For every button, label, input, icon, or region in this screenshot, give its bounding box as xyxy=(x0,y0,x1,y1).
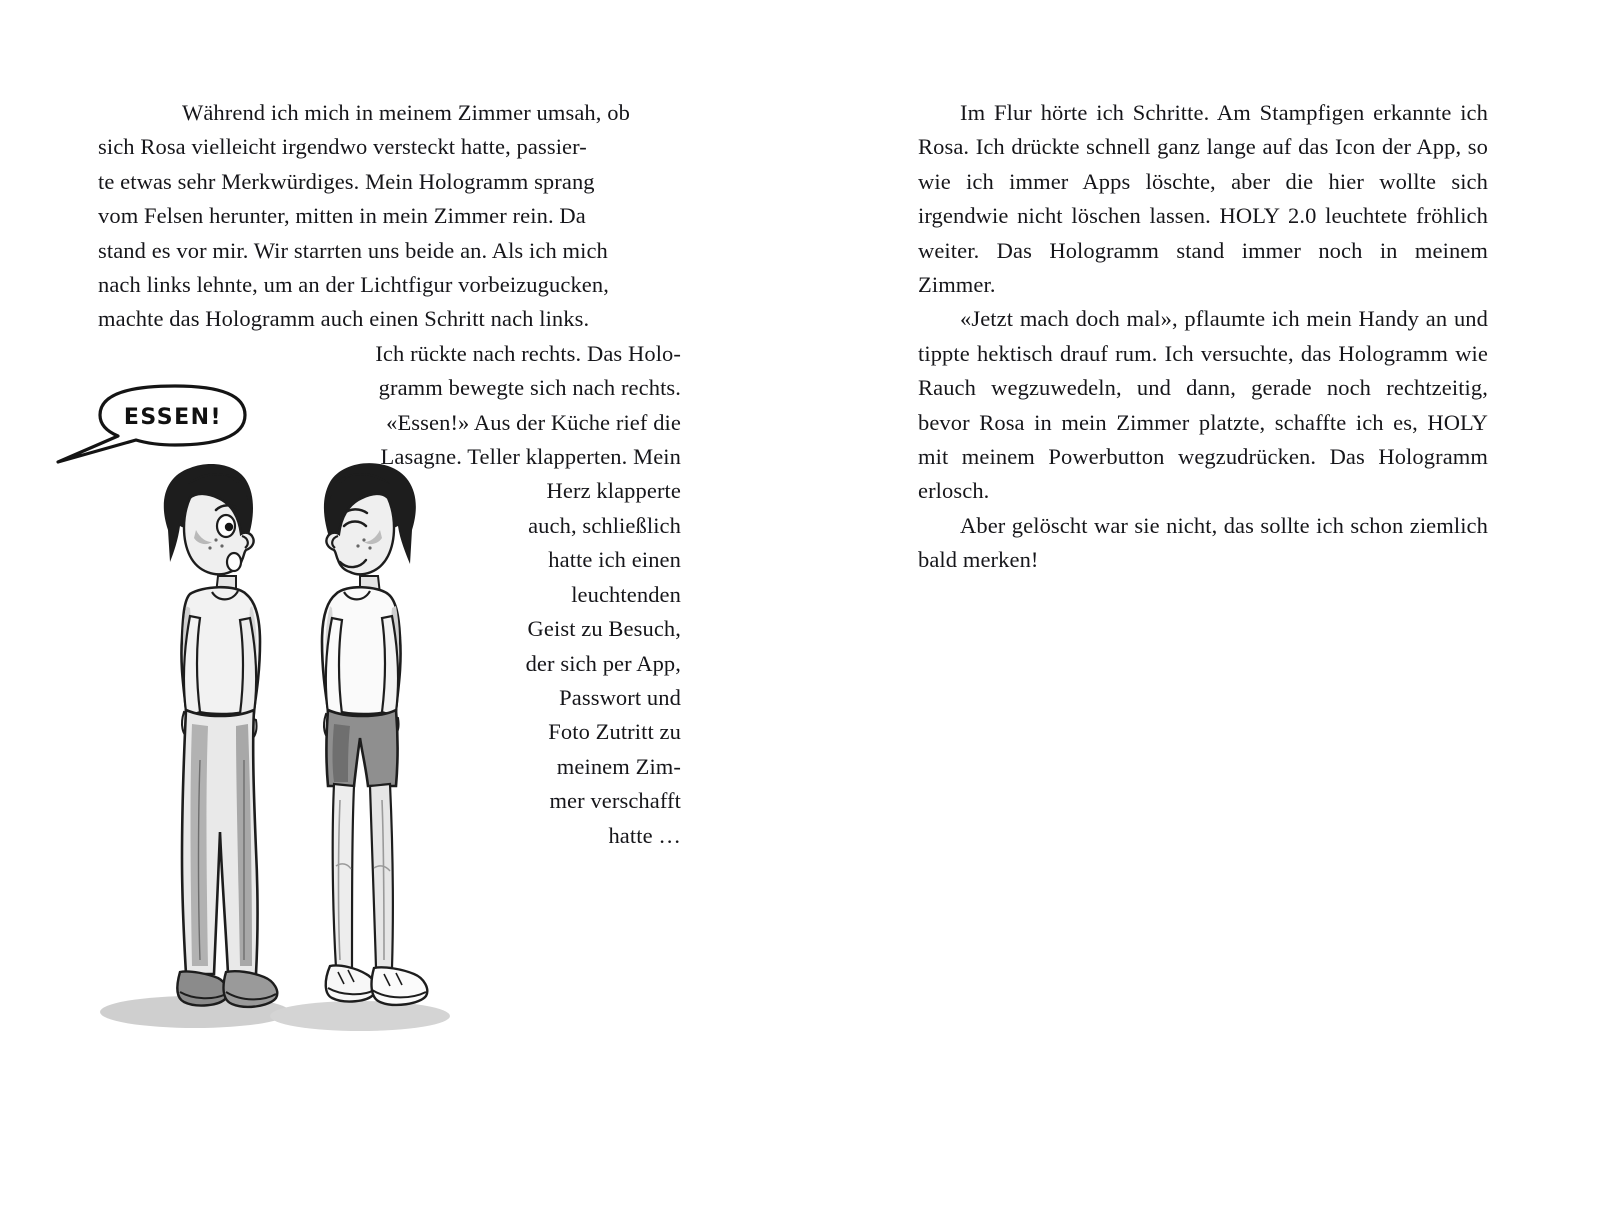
shoe-right-figure-b xyxy=(372,967,428,1005)
text-line: stand es vor mir. Wir starrten uns beide an. Als ich mich xyxy=(98,237,608,263)
text-line: te etwas sehr Merkwürdiges. Mein Hologramm sprang xyxy=(98,168,595,194)
text-line: Ich rückte nach rechts. Das Holo- xyxy=(375,340,681,366)
speech-bubble-text: ESSEN! xyxy=(123,405,223,430)
text-line: Passwort und xyxy=(559,684,681,710)
text-line: vom Felsen herunter, mitten in mein Zimmer rein. Da xyxy=(98,203,586,229)
text-line: Während ich mich in meinem Zimmer umsah, ob xyxy=(182,100,630,125)
right-paragraph-1: Im Flur hörte ich Schritte. Am Stampfigen erkannte ich Rosa. Ich drückte schnell ganz lange auf das Icon der App, so wie ich immer Apps löschte, aber die hier wollte sich irgendwie nicht löschen lassen. HOLY 2.0 leuchtete fröhlich weiter. Das Hologramm stand immer noch in meinem Zimmer. xyxy=(918,100,1488,298)
text-line: auch, schließlich xyxy=(528,512,681,538)
text-line: leuchtenden xyxy=(571,581,681,607)
right-text-column xyxy=(918,96,1488,578)
text-line: machte das Hologramm auch einen Schritt nach links. xyxy=(98,306,590,332)
right-paragraph-3: Aber gelöscht war sie nicht, das sollte ich schon ziemlich bald merken! xyxy=(918,512,1488,573)
text-line: Herz klapperte xyxy=(546,478,681,504)
text-line: nach links lehnte, um an der Lichtfigur vorbeizugucken, xyxy=(98,272,609,298)
text-line: Lasagne. Teller klapperten. Mein xyxy=(380,444,681,470)
text-line: sich Rosa vielleicht irgendwo versteckt hatte, passier- xyxy=(98,134,587,160)
text-line: Foto Zutritt zu xyxy=(548,719,681,745)
text-line: mer verschafft xyxy=(549,788,681,814)
text-line: meinem Zim- xyxy=(556,753,681,779)
text-line: gramm bewegte sich nach rechts. xyxy=(378,375,681,401)
text-line: hatte ich einen xyxy=(548,547,681,573)
figure-left-boy xyxy=(164,464,277,1007)
shoe-left-figure-a xyxy=(177,971,227,1005)
shoe-right-figure-a xyxy=(326,965,376,1001)
text-line: «Essen!» Aus der Küche rief die xyxy=(386,409,681,435)
shadow-right xyxy=(270,1001,450,1031)
shoe-left-figure-b xyxy=(224,971,278,1007)
text-line: Geist zu Besuch, xyxy=(527,616,681,642)
right-paragraph-2: «Jetzt mach doch mal», pflaumte ich mein Handy an und tippte hektisch drauf rum. Ich versuchte, das Hologramm wie Rauch wegzuwedeln, und dann, gerade noch rechtzeitig, bevor Rosa in mein Zimmer platzte, schaffte ich es, HOLY mit meinem Powerbutton wegzudrücken. Das Hologramm erlosch. xyxy=(918,306,1488,504)
speech-bubble xyxy=(58,386,245,462)
text-line: der sich per App, xyxy=(525,650,681,676)
left-paragraph-1 xyxy=(98,96,681,337)
illustration-two-figures xyxy=(40,380,540,1060)
text-line: hatte … xyxy=(608,822,681,848)
figure-right-hologram xyxy=(322,463,427,1005)
